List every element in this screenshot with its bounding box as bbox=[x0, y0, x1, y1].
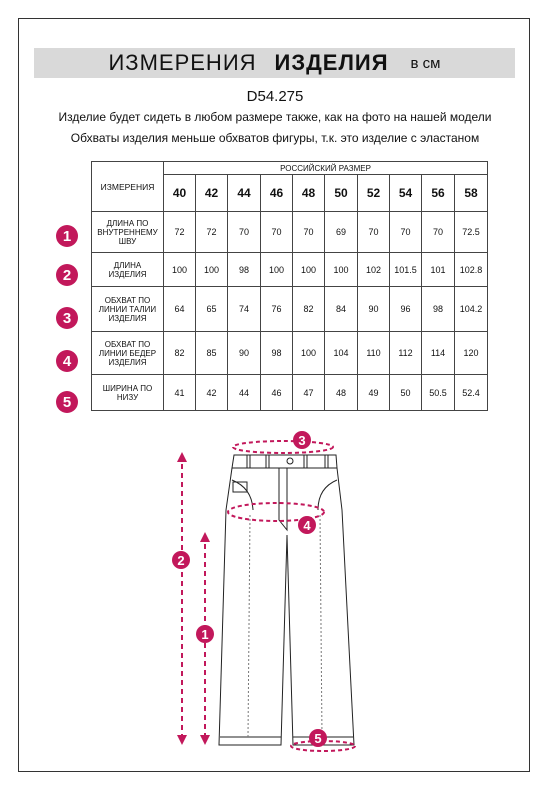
diagram-marker: 1 bbox=[196, 625, 214, 643]
value-cell: 102.8 bbox=[455, 253, 488, 287]
value-cell: 96 bbox=[390, 287, 422, 332]
value-cell: 101 bbox=[422, 253, 455, 287]
value-cell: 41 bbox=[164, 375, 196, 411]
row-number-badge: 2 bbox=[56, 264, 78, 286]
value-cell: 82 bbox=[164, 332, 196, 375]
value-cell: 74 bbox=[228, 287, 261, 332]
row-number-badge: 3 bbox=[56, 307, 78, 329]
value-cell: 70 bbox=[261, 212, 293, 253]
value-cell: 101.5 bbox=[390, 253, 422, 287]
size-header-cell: 52 bbox=[358, 175, 390, 212]
value-cell: 42 bbox=[196, 375, 228, 411]
size-header-cell: 56 bbox=[422, 175, 455, 212]
measurement-label: ОБХВАТ ПО ЛИНИИ БЕДЕР ИЗДЕЛИЯ bbox=[92, 332, 164, 375]
value-cell: 72.5 bbox=[455, 212, 488, 253]
value-cell: 84 bbox=[325, 287, 358, 332]
diagram-marker: 4 bbox=[298, 516, 316, 534]
size-header-cell: 44 bbox=[228, 175, 261, 212]
size-header-cell: 48 bbox=[293, 175, 325, 212]
value-cell: 50 bbox=[390, 375, 422, 411]
value-cell: 100 bbox=[196, 253, 228, 287]
measurement-label: ОБХВАТ ПО ЛИНИИ ТАЛИИ ИЗДЕЛИЯ bbox=[92, 287, 164, 332]
value-cell: 98 bbox=[422, 287, 455, 332]
value-cell: 50.5 bbox=[422, 375, 455, 411]
value-cell: 72 bbox=[196, 212, 228, 253]
value-cell: 46 bbox=[261, 375, 293, 411]
value-cell: 90 bbox=[358, 287, 390, 332]
row-number-badge: 4 bbox=[56, 350, 78, 372]
measurement-label: ШИРИНА ПО НИЗУ bbox=[92, 375, 164, 411]
value-cell: 70 bbox=[390, 212, 422, 253]
measurements-header: ИЗМЕРЕНИЯ bbox=[92, 162, 164, 212]
value-cell: 110 bbox=[358, 332, 390, 375]
size-header-cell: 46 bbox=[261, 175, 293, 212]
value-cell: 70 bbox=[228, 212, 261, 253]
size-header-cell: 42 bbox=[196, 175, 228, 212]
title-part1: ИЗМЕРЕНИЯ bbox=[108, 50, 257, 75]
product-code: D54.275 bbox=[246, 88, 304, 105]
value-cell: 98 bbox=[261, 332, 293, 375]
title-part2: ИЗДЕЛИЯ bbox=[274, 50, 389, 75]
value-cell: 47 bbox=[293, 375, 325, 411]
size-group-header: РОССИЙСКИЙ РАЗМЕР bbox=[164, 162, 488, 175]
value-cell: 112 bbox=[390, 332, 422, 375]
row-number-badge: 5 bbox=[56, 391, 78, 413]
value-cell: 100 bbox=[325, 253, 358, 287]
value-cell: 65 bbox=[196, 287, 228, 332]
value-cell: 70 bbox=[422, 212, 455, 253]
size-header-cell: 58 bbox=[455, 175, 488, 212]
value-cell: 69 bbox=[325, 212, 358, 253]
row-number-badge: 1 bbox=[56, 225, 78, 247]
value-cell: 70 bbox=[358, 212, 390, 253]
value-cell: 48 bbox=[325, 375, 358, 411]
size-header-cell: 40 bbox=[164, 175, 196, 212]
value-cell: 76 bbox=[261, 287, 293, 332]
value-cell: 104.2 bbox=[455, 287, 488, 332]
value-cell: 85 bbox=[196, 332, 228, 375]
value-cell: 100 bbox=[293, 332, 325, 375]
value-cell: 104 bbox=[325, 332, 358, 375]
diagram-marker: 5 bbox=[309, 729, 327, 747]
diagram-marker: 2 bbox=[172, 551, 190, 569]
value-cell: 114 bbox=[422, 332, 455, 375]
size-header-cell: 54 bbox=[390, 175, 422, 212]
measurement-label: ДЛИНА ПО ВНУТРЕННЕМУ ШВУ bbox=[92, 212, 164, 253]
value-cell: 98 bbox=[228, 253, 261, 287]
value-cell: 72 bbox=[164, 212, 196, 253]
value-cell: 100 bbox=[293, 253, 325, 287]
value-cell: 90 bbox=[228, 332, 261, 375]
value-cell: 70 bbox=[293, 212, 325, 253]
measurement-label: ДЛИНА ИЗДЕЛИЯ bbox=[92, 253, 164, 287]
value-cell: 120 bbox=[455, 332, 488, 375]
value-cell: 100 bbox=[261, 253, 293, 287]
size-header-cell: 50 bbox=[325, 175, 358, 212]
value-cell: 49 bbox=[358, 375, 390, 411]
value-cell: 100 bbox=[164, 253, 196, 287]
value-cell: 102 bbox=[358, 253, 390, 287]
note-elastane: Обхваты изделия меньше обхватов фигуры, т.к. это изделие с эластаном bbox=[70, 131, 480, 145]
value-cell: 52.4 bbox=[455, 375, 488, 411]
value-cell: 82 bbox=[293, 287, 325, 332]
note-fit: Изделие будет сидеть в любом размере также, как на фото на нашей модели bbox=[58, 110, 492, 124]
value-cell: 44 bbox=[228, 375, 261, 411]
diagram-marker: 3 bbox=[293, 431, 311, 449]
title-units: в см bbox=[410, 54, 441, 72]
value-cell: 64 bbox=[164, 287, 196, 332]
